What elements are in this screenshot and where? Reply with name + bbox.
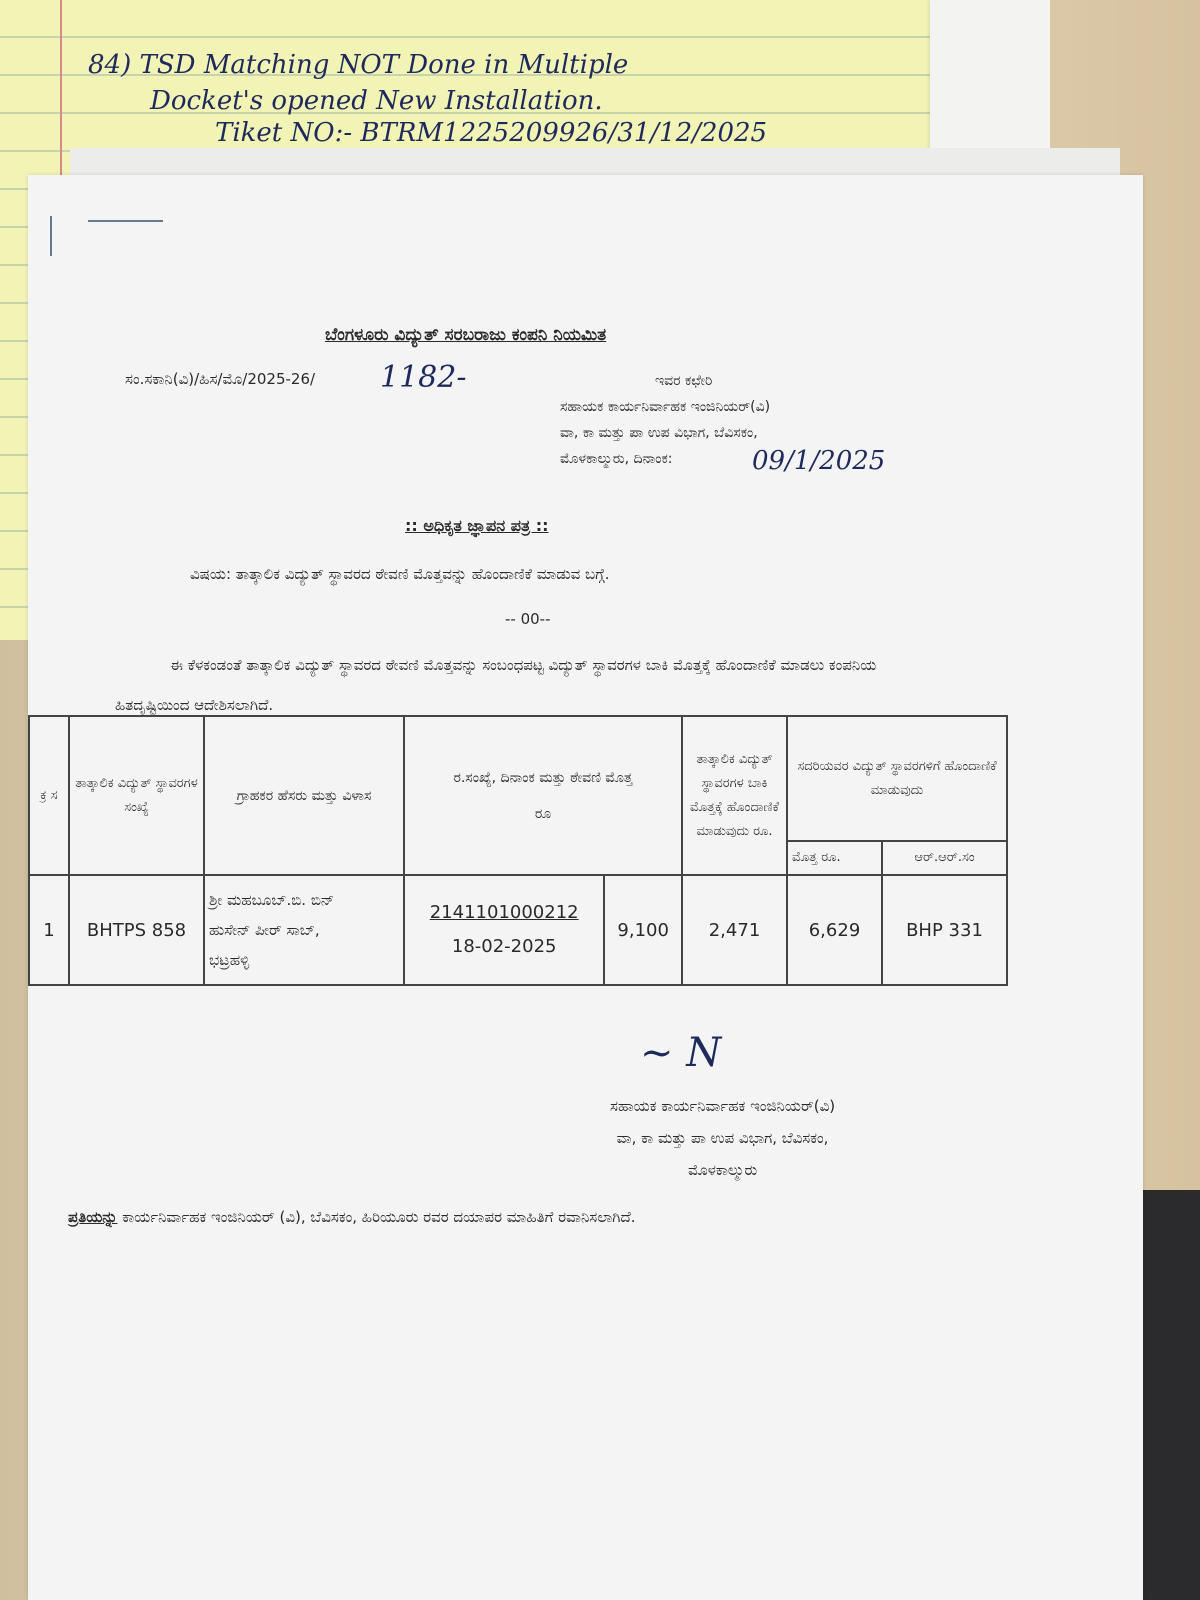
signature-line-2: ವಾ, ಕಾ ಮತ್ತು ಪಾ ಉಪ ವಿಭಾಗ, ಬೆವಿಸಕಂ,	[616, 1129, 829, 1147]
cell-receipt	[404, 875, 604, 985]
cell-customer	[204, 875, 404, 985]
header-rr-no: ಆರ್.ಆರ್.ಸಂ	[882, 841, 1007, 875]
header-customer: ಗ್ರಾಹಕರ ಹೆಸರು ಮತ್ತು ವಿಳಾಸ	[204, 716, 404, 875]
signature-line-1: ಸಹಾಯಕ ಕಾರ್ಯನಿರ್ವಾಹಕ ಇಂಜಿನಿಯರ್(ವಿ)	[610, 1097, 836, 1115]
office-line-2: ಸಹಾಯಕ ಕಾರ್ಯನಿರ್ವಾಹಕ ಇಂಜಿನಿಯರ್(ವಿ)	[560, 399, 771, 415]
header-adjust-said: ಸದರಿಯವರ ವಿದ್ಯುತ್ ಸ್ಥಾವರಗಳಿಗೆ ಹೊಂದಾಣಿಕೆ ಮಾಡುವುದು	[787, 716, 1007, 841]
office-line-3: ವಾ, ಕಾ ಮತ್ತು ಪಾ ಉಪ ವಿಭಾಗ, ಬೆವಿಸಕಂ,	[560, 425, 758, 441]
date-handwritten: 09/1/2025	[752, 446, 886, 476]
receipt-number: 2141101000212	[429, 902, 579, 923]
pen-mark	[88, 220, 163, 222]
office-address	[560, 368, 770, 472]
header-amount: ಮೊತ್ತ ರೂ.	[787, 841, 882, 875]
header-receipt	[404, 716, 682, 875]
memo-subject: ವಿಷಯ: ತಾತ್ಕಾಲಿಕ ವಿದ್ಯುತ್ ಸ್ಥಾವರದ ಠೇವಣಿ ಮೊತ್ತವನ್ನು ಹೊಂದಾಣಿಕೆ ಮಾಡುವ ಬಗ್ಗೆ.	[190, 565, 610, 583]
office-line-1: ಇವರ ಕಛೇರಿ	[655, 373, 713, 389]
signature-line-3: ಮೊಳಕಾಲ್ಮುರು	[687, 1161, 758, 1179]
cell-temp-no: BHTPS 858	[69, 875, 204, 985]
separator: -- 00--	[505, 610, 551, 628]
customer-line-1: ಶ್ರೀ ಮಹಬೂಬ್.ಬಿ. ಬಿನ್	[209, 891, 335, 909]
customer-line-2: ಹುಸೇನ್ ಪೀರ್ ಸಾಬ್,	[209, 921, 320, 939]
customer-line-3: ಭಟ್ರಹಳ್ಳಿ	[209, 951, 250, 969]
copy-to-line	[68, 1208, 636, 1226]
reference-handwritten: 1182-	[380, 360, 467, 395]
cell-amount: 6,629	[787, 875, 882, 985]
header-serial: ಕ್ರ ಸ	[29, 716, 69, 875]
company-title: ಬೆಂಗಳೂರು ವಿದ್ಯುತ್ ಸರಬರಾಜು ಕಂಪನಿ ನಿಯಮಿತ	[325, 325, 607, 345]
adjustment-table	[28, 715, 1008, 986]
receipt-date: 18-02-2025	[451, 936, 557, 957]
cell-rr-no: BHP 331	[882, 875, 1007, 985]
reference-number: ಸಂ.ಸಕಾನಿ(ವಿ)/ಹಿಸ/ಮೊ/2025-26/	[125, 370, 316, 388]
copy-text: ಕಾರ್ಯನಿರ್ವಾಹಕ ಇಂಜಿನಿಯರ್ (ವಿ), ಬೆವಿಸಕಂ, ಹಿರಿಯೂರು ರವರ ದಯಾಪರ ಮಾಹಿತಿಗೆ ರವಾನಿಸಲಾಗಿದೆ.	[117, 1208, 636, 1226]
handwritten-note-line-2: Docket's opened New Installation.	[150, 86, 603, 116]
table-header-row	[29, 716, 1007, 841]
header-receipt-unit: ರೂ	[534, 805, 552, 822]
handwritten-note-line-3: Tiket NO:- BTRM1225209926/31/12/2025	[215, 118, 768, 148]
signature-block	[610, 1090, 835, 1186]
table-row	[29, 875, 1007, 985]
pen-mark	[50, 216, 52, 256]
header-temp-installation: ತಾತ್ಕಾಲಿಕ ವಿದ್ಯುತ್ ಸ್ಥಾವರಗಳ ಸಂಖ್ಯೆ	[69, 716, 204, 875]
signature: ~ N	[640, 1030, 722, 1076]
header-receipt-text: ರ.ಸಂಖ್ಯೆ, ದಿನಾಂಕ ಮತ್ತು ಠೇವಣಿ ಮೊತ್ತ	[453, 769, 633, 786]
memo-paragraph: ಈ ಕೆಳಕಂಡಂತೆ ತಾತ್ಕಾಲಿಕ ವಿದ್ಯುತ್ ಸ್ಥಾವರದ ಠೇವಣಿ ಮೊತ್ತವನ್ನು ಸಂಬಂಧಪಟ್ಟ ವಿದ್ಯುತ್ ಸ್ಥಾವರಗಳ ಬಾಕಿ ಮೊತ್ತಕ್ಕೆ ಹೊಂದಾಣಿಕೆ ಮಾಡಲು ಕಂಪನಿಯ ಹಿತದೃಷ್ಟಿಯಿಂದ ಆದೇಶಿಸಲಾಗಿದೆ.	[115, 656, 877, 714]
memo-heading: :: ಅಧಿಕೃತ ಜ್ಞಾಪನ ಪತ್ರ ::	[405, 516, 549, 535]
cell-serial: 1	[29, 875, 69, 985]
office-line-4: ಮೊಳಕಾಲ್ಮುರು, ದಿನಾಂಕ:	[560, 451, 673, 467]
header-adjust-temp: ತಾತ್ಕಾಲಿಕ ವಿದ್ಯುತ್ ಸ್ಥಾವರಗಳ ಬಾಕಿ ಮೊತ್ತಕ್ಕೆ ಹೊಂದಾಣಿಕೆ ಮಾಡುವುದು ರೂ.	[682, 716, 787, 875]
copy-prefix: ಪ್ರತಿಯನ್ನು	[68, 1208, 118, 1226]
handwritten-note-line-1: 84) TSD Matching NOT Done in Multiple	[88, 50, 629, 80]
cell-deposit: 9,100	[604, 875, 682, 985]
cell-adjust-temp: 2,471	[682, 875, 787, 985]
